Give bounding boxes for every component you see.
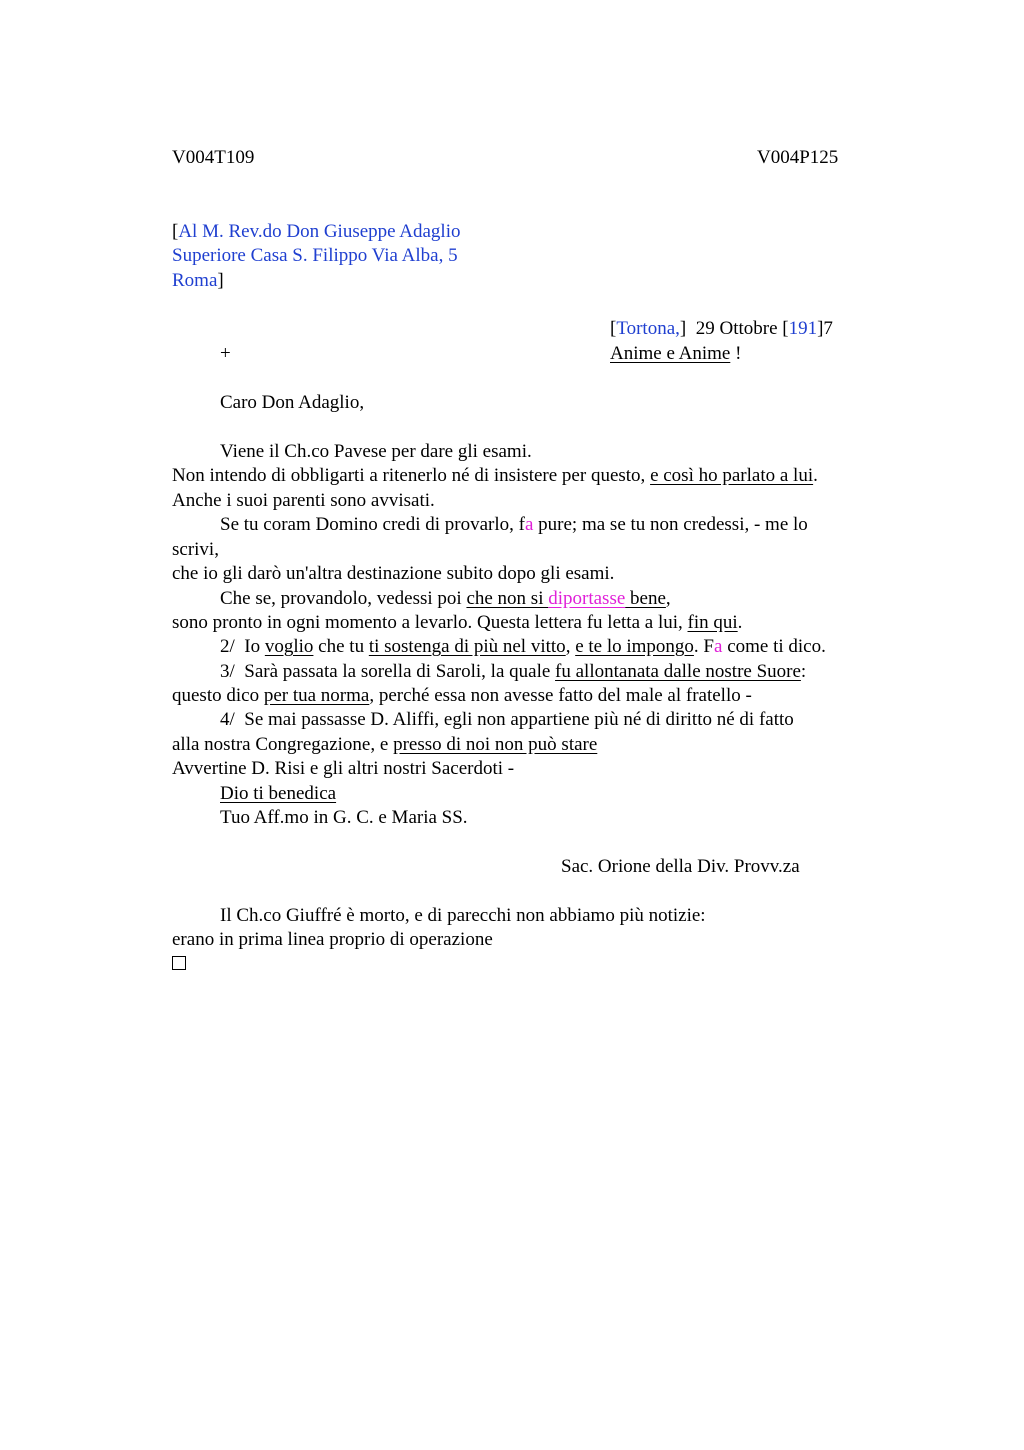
signature: Sac. Orione della Div. Provv.za: [561, 856, 800, 877]
cross-symbol: +: [220, 343, 231, 364]
body-line-11: questo dico per tua norma, perché essa non avesse fatto del male al fratello -: [172, 685, 752, 706]
postscript-line-1: Il Ch.co Giuffré è morto, e di parecchi non abbiamo più notizie:: [220, 905, 706, 926]
body-line-4: Se tu coram Domino credi di provarlo, fa pure; ma se tu non credessi, - me lo: [220, 514, 808, 535]
body-line-1: Viene il Ch.co Pavese per dare gli esami.: [220, 441, 532, 462]
closing: Tuo Aff.mo in G. C. e Maria SS.: [220, 807, 468, 828]
address-line-3: Roma]: [172, 270, 224, 291]
body-line-2: Non intendo di obbligarti a ritenerlo né di insistere per questo, e così ho parlato a lui.: [172, 465, 818, 486]
blessing: Dio ti benedica: [220, 783, 337, 804]
header-right-code: V004P125: [757, 147, 839, 168]
postscript-line-2: erano in prima linea proprio di operazione: [172, 929, 493, 950]
body-line-13: alla nostra Congregazione, e presso di noi non può stare: [172, 734, 598, 755]
body-line-5: scrivi,: [172, 539, 219, 560]
address-line-2: Superiore Casa S. Filippo Via Alba, 5: [172, 245, 458, 266]
body-line-8: sono pronto in ogni momento a levarlo. Questa lettera fu letta a lui, fin qui.: [172, 612, 743, 633]
body-line-14: Avvertine D. Risi e gli altri nostri Sacerdoti -: [172, 758, 515, 779]
address-line-1: [Al M. Rev.do Don Giuseppe Adaglio: [172, 221, 461, 242]
salutation: Caro Don Adaglio,: [220, 392, 365, 413]
body-line-12: 4/ Se mai passasse D. Aliffi, egli non appartiene più né di diritto né di fatto: [220, 709, 794, 730]
body-line-6: che io gli darò un'altra destinazione subito dopo gli esami.: [172, 563, 615, 584]
date-line: [Tortona,] 29 Ottobre [191]7: [610, 318, 833, 339]
body-line-10: 3/ Sarà passata la sorella di Saroli, la quale fu allontanata dalle nostre Suore:: [220, 661, 807, 682]
body-line-3: Anche i suoi parenti sono avvisati.: [172, 490, 435, 511]
motto: Anime e Anime !: [610, 343, 742, 364]
body-line-7: Che se, provandolo, vedessi poi che non si diportasse bene,: [220, 588, 671, 609]
header-left-code: V004T109: [172, 147, 255, 168]
end-marker-box: [172, 956, 186, 970]
body-line-9: 2/ Io voglio che tu ti sostenga di più nel vitto, e te lo impongo. Fa come ti dico.: [220, 636, 826, 657]
